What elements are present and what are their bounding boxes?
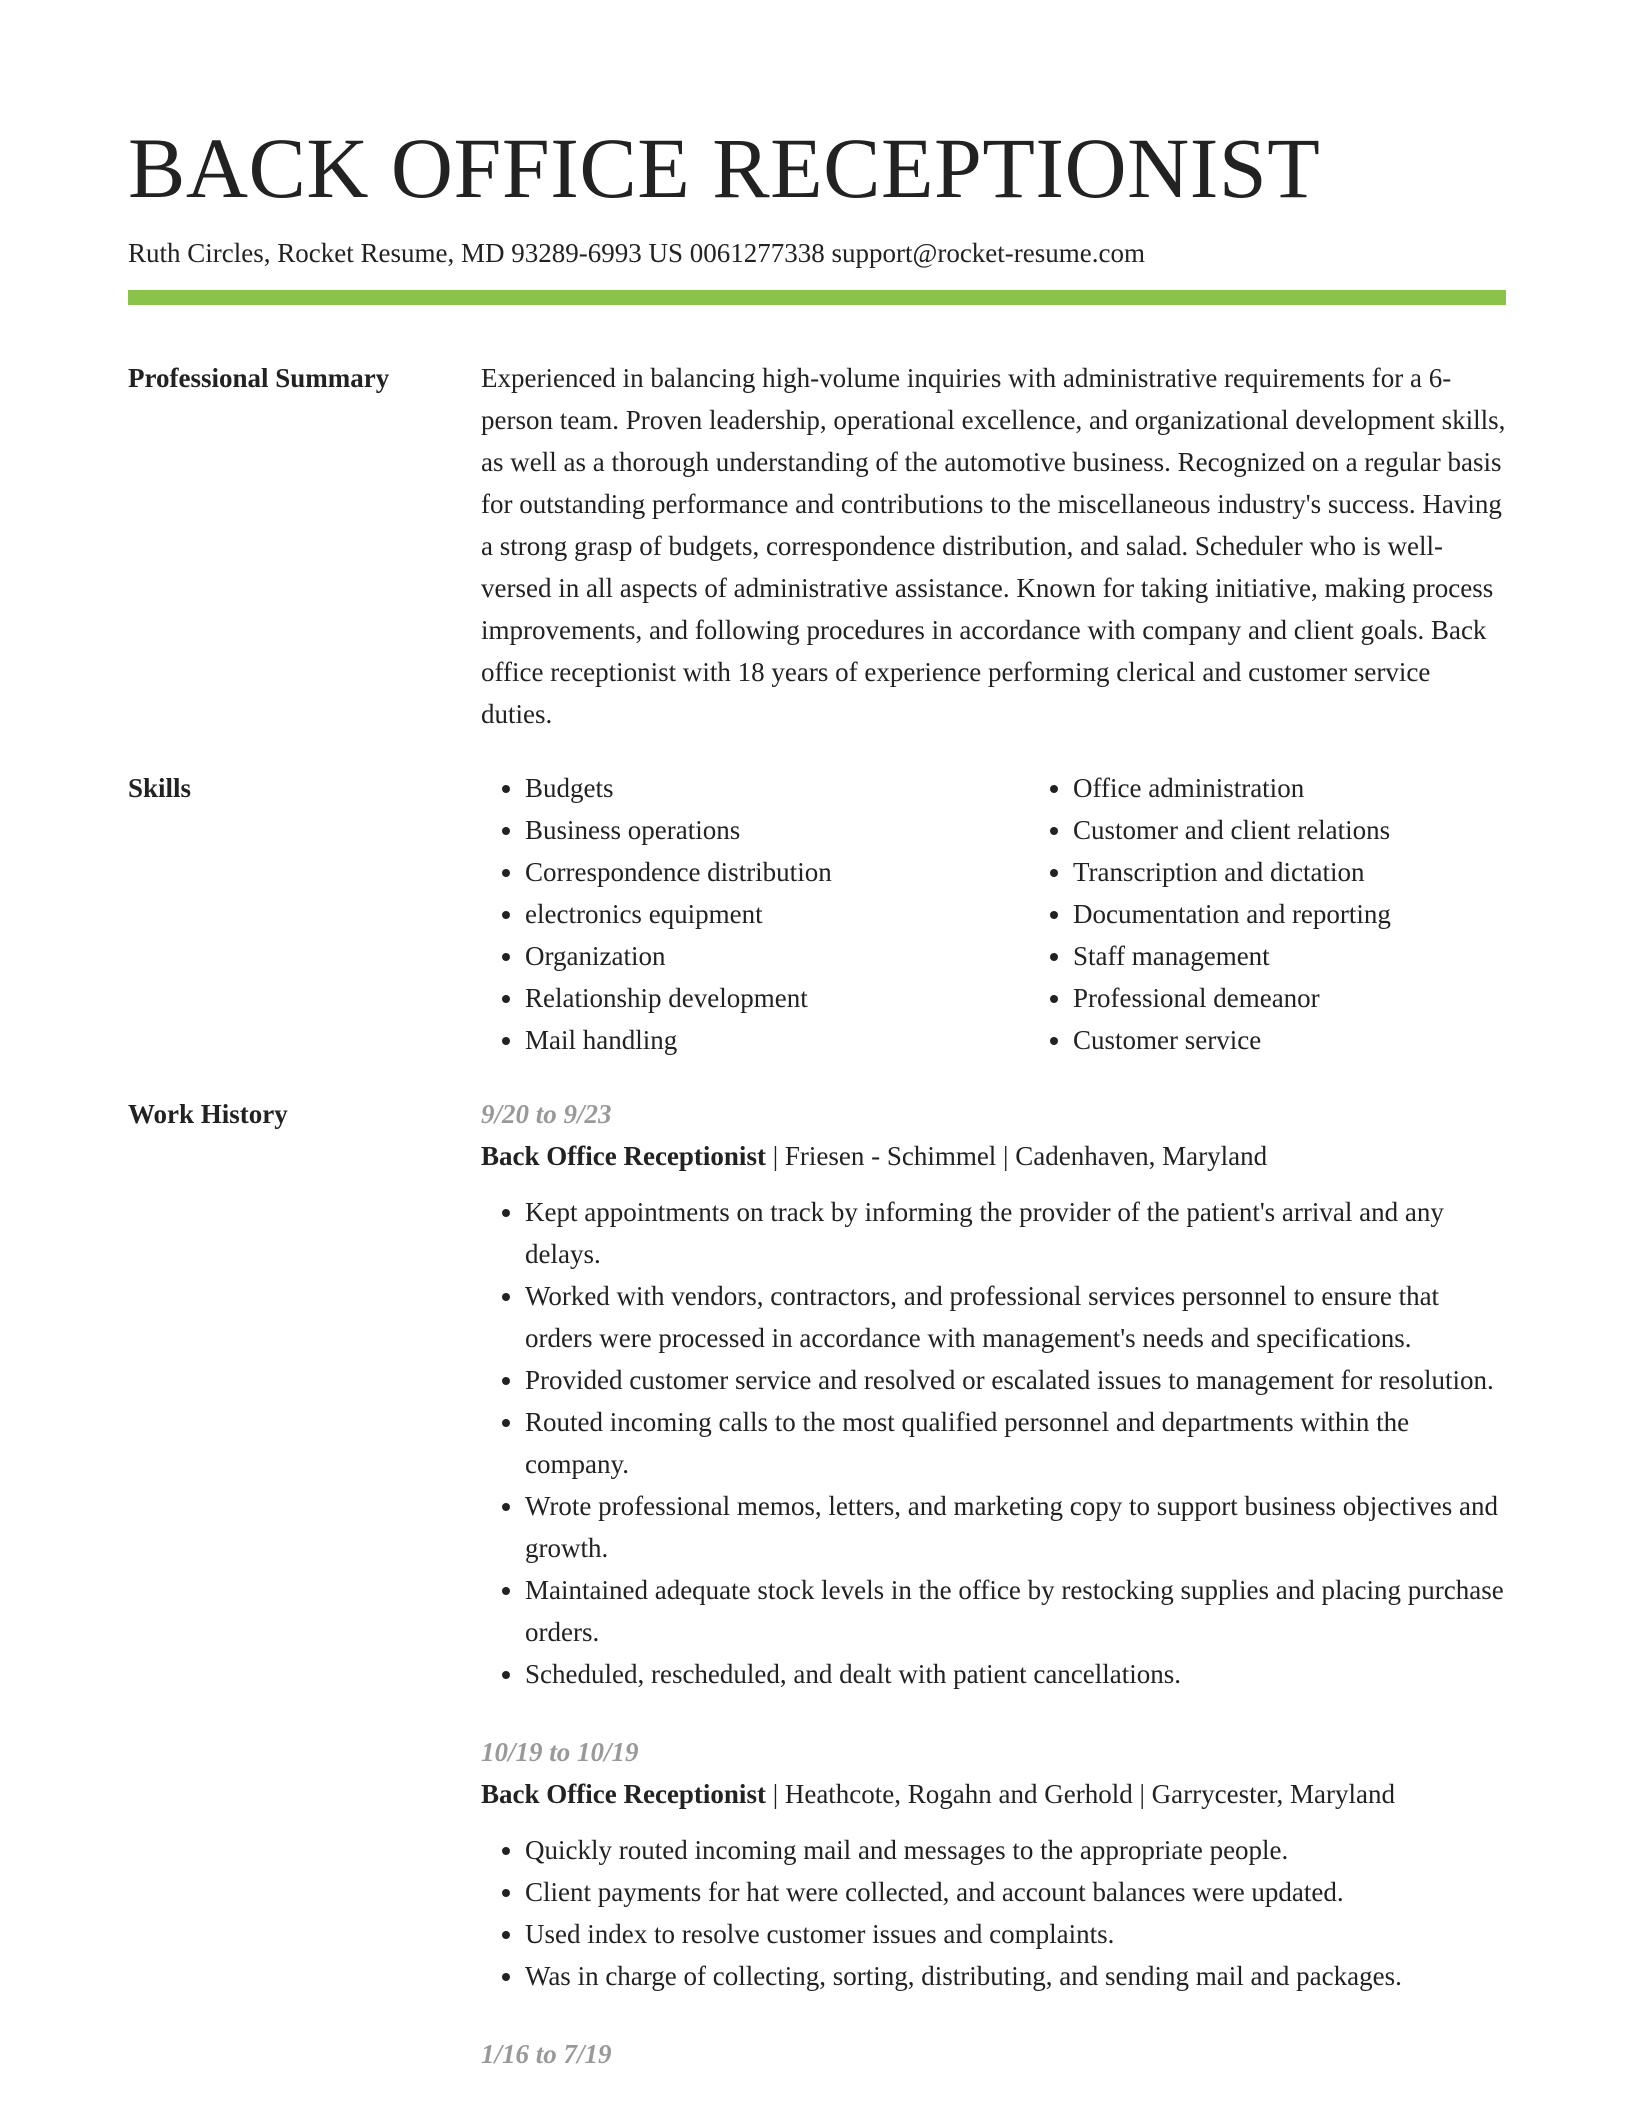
work-history-body [481,1093,1506,2111]
skill-item: • Budgets [525,767,1029,809]
job-bullet: • Wrote professional memos, letters, and marketing copy to support business objectives and growth. [525,1485,1506,1569]
skills-list-left [481,767,1029,1061]
skill-item: • Mail handling [525,1019,1029,1061]
contact-line: Ruth Circles, Rocket Resume, MD 93289-6993 US 0061277338 support@rocket-resume.com [128,238,1145,268]
skills-body [481,767,1577,1061]
job-bullet: • Worked with vendors, contractors, and professional services personnel to ensure that orders were processed in accordance with management's needs and specifications. [525,1275,1506,1359]
job-bullet: • Used index to resolve customer issues and complaints. [525,1913,1506,1955]
resume-title: BACK OFFICE RECEPTIONIST [128,120,1321,216]
skill-item: • Transcription and dictation [1073,851,1577,893]
summary-section [128,357,1506,735]
section-label-summary: Professional Summary [128,363,390,393]
job-bullets [481,1829,1506,1997]
skills-section [128,767,1506,1061]
job-bullet: • Routed incoming calls to the most qualified personnel and departments within the company. [525,1401,1506,1485]
job-heading [481,1135,1506,1177]
summary-body [481,357,1506,735]
job-bullet: • Client payments for hat were collected, and account balances were updated. [525,1871,1506,1913]
skills-list-right [1029,767,1577,1061]
job-bullet: • Kept appointments on track by informing the provider of the patient's arrival and any delays. [525,1191,1506,1275]
skill-item: • Relationship development [525,977,1029,1019]
job-bullet: • Provided customer service and resolved or escalated issues to management for resolution. [525,1359,1506,1401]
skill-item: • Documentation and reporting [1073,893,1577,935]
job-dates: 10/19 to 10/19 [481,1737,639,1767]
job-details: | Heathcote, Rogahn and Gerhold | Garrycester, Maryland [765,1779,1395,1809]
skill-item: • Professional demeanor [1073,977,1577,1019]
section-label-work: Work History [128,1099,288,1129]
job-title: Back Office Receptionist [481,1141,766,1171]
skill-item: • Business operations [525,809,1029,851]
skill-item: • Customer and client relations [1073,809,1577,851]
skill-item: • Organization [525,935,1029,977]
job-entry [481,1093,1506,1695]
skill-item: • Customer service [1073,1019,1577,1061]
job-bullets [481,1191,1506,1695]
skill-item: • electronics equipment [525,893,1029,935]
job-dates: 9/20 to 9/23 [481,1099,612,1129]
section-label-skills: Skills [128,773,192,803]
skill-item: • Office administration [1073,767,1577,809]
job-bullet: • Maintained adequate stock levels in the office by restocking supplies and placing purchase orders. [525,1569,1506,1653]
job-bullet: • Scheduled, rescheduled, and dealt with patient cancellations. [525,1653,1506,1695]
job-heading [481,1773,1506,1815]
work-history-section [128,1093,1506,2111]
skill-item: • Correspondence distribution [525,851,1029,893]
job-entry [481,2033,1506,2075]
resume-page [128,0,1506,2111]
header-divider [128,290,1506,305]
skill-item: • Staff management [1073,935,1577,977]
job-bullet: • Quickly routed incoming mail and messages to the appropriate people. [525,1829,1506,1871]
job-details: | Friesen - Schimmel | Cadenhaven, Maryland [765,1141,1268,1171]
job-bullet: • Was in charge of collecting, sorting, distributing, and sending mail and packages. [525,1955,1506,1997]
summary-text: Experienced in balancing high-volume inquiries with administrative requirements for a 6-person team. Proven leadership, operational excellence, and organizational development skills, as well as a thorough understanding of the automotive business. Recognized on a regular basis for outstanding performance and contributions to the miscellaneous industry's success. Having a strong grasp of budgets, correspondence distribution, and salad. Scheduler who is well-versed in all aspects of administrative assistance. Known for taking initiative, making process improvements, and following procedures in accordance with company and client goals. Back office receptionist with 18 years of experience performing clerical and customer service duties. [481,363,1506,729]
job-entry [481,1731,1506,1997]
job-dates: 1/16 to 7/19 [481,2039,612,2069]
job-title: Back Office Receptionist [481,1779,766,1809]
